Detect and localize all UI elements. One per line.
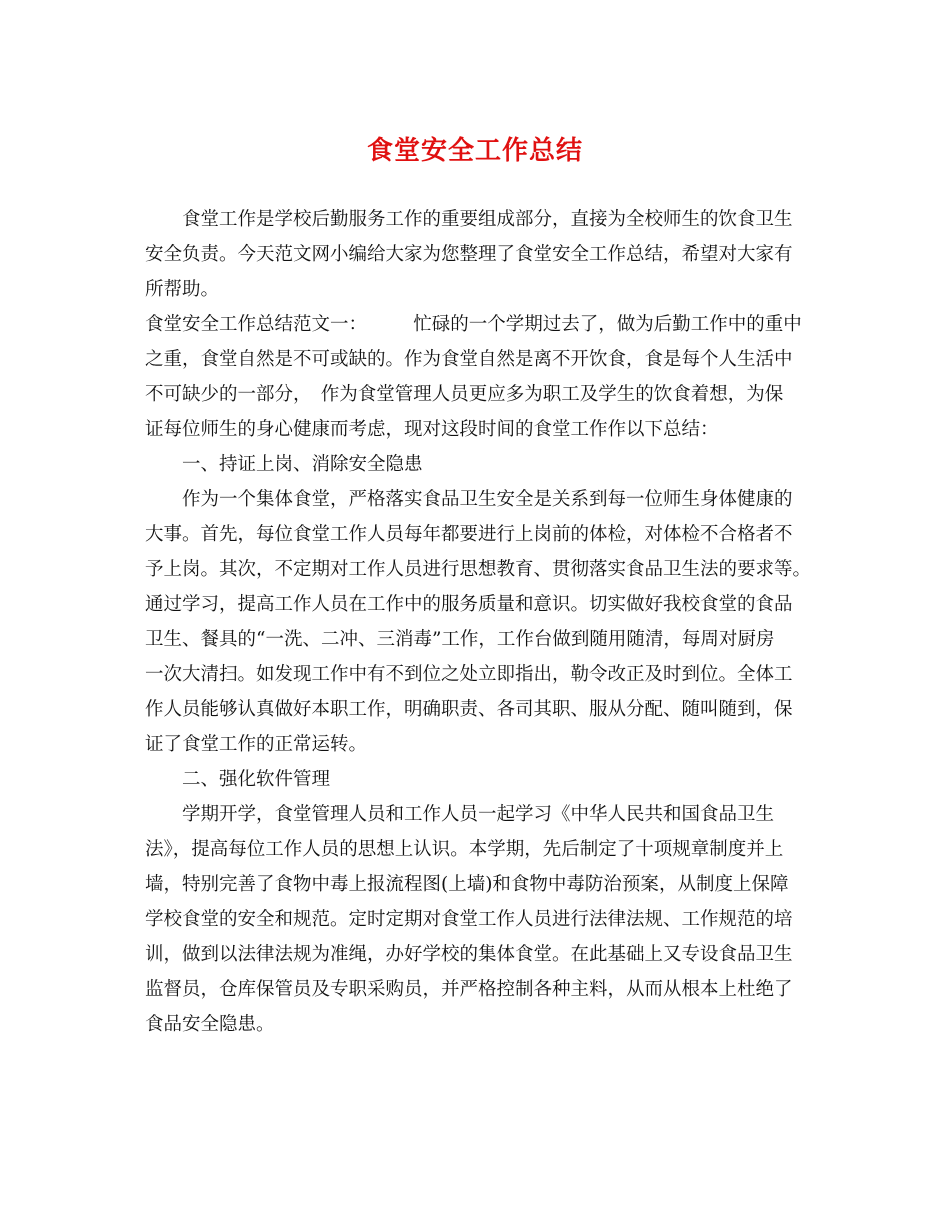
body-line: 学期开学，食堂管理人员和工作人员一起学习《中华人民共和国食品卫生 xyxy=(145,804,775,825)
section-heading: 二、强化软件管理 xyxy=(145,769,331,790)
body-line: 卫生、餐具的“一洗、二冲、三消毒”工作，工作台做到随用随清，每周对厨房 xyxy=(145,629,775,650)
body-line: 一次大清扫。如发现工作中有不到位之处立即指出，勒令改正及时到位。全体工 xyxy=(145,664,793,685)
body-line: 之重，食堂自然是不可或缺的。作为食堂自然是离不开饮食，食是每个人生活中 xyxy=(145,349,793,370)
body-line: 所帮助。 xyxy=(145,279,220,300)
body-line: 食堂安全工作总结范文一： 忙碌的一个学期过去了，做为后勤工作中的重中 xyxy=(145,314,802,335)
body-line: 证每位师生的身心健康而考虑，现对这段时间的食堂工作作以下总结： xyxy=(145,419,719,440)
body-line: 予上岗。其次，不定期对工作人员进行思想教育、贯彻落实食品卫生法的要求等。 xyxy=(145,559,812,580)
body-line: 证了食堂工作的正常运转。 xyxy=(145,734,368,755)
body-line: 食品安全隐患。 xyxy=(145,1014,275,1035)
body-line: 作为一个集体食堂，严格落实食品卫生安全是关系到每一位师生身体健康的 xyxy=(145,489,793,510)
body-line: 法》，提高每位工作人员的思想上认识。本学期，先后制定了十项规章制度并上 xyxy=(145,839,784,860)
body-line: 学校食堂的安全和规范。定时定期对食堂工作人员进行法律法规、工作规范的培 xyxy=(145,909,793,930)
body-line: 安全负责。今天范文网小编给大家为您整理了食堂安全工作总结，希望对大家有 xyxy=(145,244,793,265)
body-line: 不可缺少的一部分， 作为食堂管理人员更应多为职工及学生的饮食着想，为保 xyxy=(145,384,784,405)
section-heading: 一、持证上岗、消除安全隐患 xyxy=(145,454,423,475)
body-line: 训，做到以法律法规为准绳，办好学校的集体食堂。在此基础上又专设食品卫生 xyxy=(145,944,793,965)
body-line: 墙，特别完善了食物中毒上报流程图(上墙)和食物中毒防治预案，从制度上保障 xyxy=(145,874,789,895)
body-line: 作人员能够认真做好本职工作，明确职责、各司其职、服从分配、随叫随到，保 xyxy=(145,699,793,720)
document-title: 食堂安全工作总结 xyxy=(366,136,583,166)
body-line: 通过学习，提高工作人员在工作中的服务质量和意识。切实做好我校食堂的食品 xyxy=(145,594,793,615)
body-line: 大事。首先，每位食堂工作人员每年都要进行上岗前的体检，对体检不合格者不 xyxy=(145,524,793,545)
body-line: 食堂工作是学校后勤服务工作的重要组成部分，直接为全校师生的饮食卫生 xyxy=(145,209,793,230)
body-line: 监督员，仓库保管员及专职采购员，并严格控制各种主料，从而从根本上杜绝了 xyxy=(145,979,793,1000)
